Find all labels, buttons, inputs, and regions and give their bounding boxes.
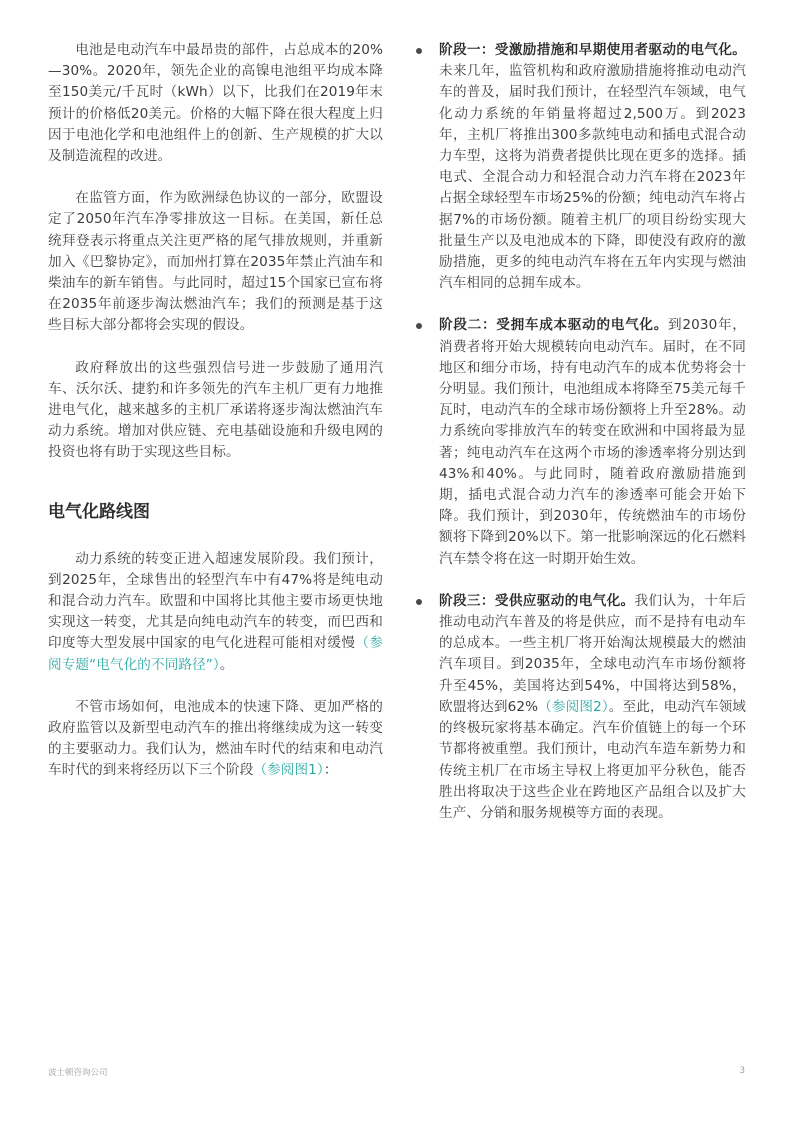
stage-1-text: 未来几年，监管机构和政府激励措施将推动电动汽车的普及，届时我们预计，在轻型汽车领域，电气化动力系统的年销量将超过2,500万。到2023年，主机厂将推出300多款纯电动和插电式混合动力车型，这将为消费者提供比现在更多的选择。插电式、全混合动力和轻混合动力汽车将在2023年占据全球轻型车市场25%的份额；纯电动汽车将占据7%的市场份额。随着主机厂的项目纷纷实现大批量生产以及电池成本的下降，即使没有政府的激励措施，更多的纯电动汽车将在五年内实现与燃油汽车相同的总拥车成本。 [439,63,746,292]
stage-2-text: 到2030年，消费者将开始大规模转向电动汽车。届时，在不同地区和细分市场，持有电动汽车的成本优势将会十分明显。我们预计，电池组成本将降至75美元每千瓦时，电动汽车的全球市场份额将上升至28%。动力系统向零排放汽车的转变在欧洲和中国将最为显著；纯电动汽车在这两个市场的渗透率将分别达到43%和40%。与此同时，随着政府激励措施到期，插电式混合动力汽车的渗透率可能会开始下降。我们预计，到2030年，传统燃油车的市场份额将下降到20%以下。第一批影响深远的化石燃料汽车禁令将在这一时期开始生效。 [439,317,746,567]
stage-3-text: 我们认为，十年后推动电动汽车普及的将是供应，而不是持有电动车的总成本。一些主机厂将开始淘汰规模最大的燃油汽车项目。到2035年，全球电动汽车市场份额将升至45%，美国将达到54%，中国将达到58%，欧盟将达到62% [439,592,746,715]
left-column [48,40,383,803]
paragraph-text: 不管市场如何，电池成本的快速下降、更加严格的政府监管以及新型电动汽车的推出将继续成为这一转变的主要驱动力。我们认为，燃油车时代的结束和电动汽车时代的到来将经历以下三个阶段 [48,698,383,779]
stage-2-paragraph [439,315,746,569]
paragraph-regulation: 在监管方面，作为欧洲绿色协议的一部分，欧盟设定了2050年汽车净零排放这一目标。在美国，新任总统拜登表示将重点关注更严格的尾气排放规则，并重新加入《巴黎协定》，而加州打算在2035年禁止汽油车和柴油车的新车销售。与此同时，超过15个国家已宣布将在2035年前逐步淘汰燃油汽车；我们的预测是基于这些目标大部分都将会实现的假设。 [48,190,383,334]
bullet-icon [416,48,422,54]
bullet-icon [416,323,422,329]
section-heading-roadmap: 电气化路线图 [48,501,150,522]
stage-3-title: 阶段三：受供应驱动的电气化。 [439,592,635,609]
reference-link-figure-1[interactable]: （参阅图1） [253,762,324,779]
right-column [412,40,746,845]
paragraph-end: 。 [219,656,234,673]
stage-1-paragraph [439,40,746,294]
stage-3-text-continued: 。至此，电动汽车领域的终极玩家将基本确定。汽车价值链上的每一个环节都将被重塑。我们预计，电动汽车造车新势力和传统主机厂在市场主导权上将更加平分秋色，能否胜出将取决于这些企业在跨地区产品组合以及扩大生产、分销和服务规模等方面的表现。 [439,698,746,821]
paragraph-battery-cost: 电池是电动汽车中最昂贵的部件，占总成本的20%—30%。2020年，领先企业的高镍电池组平均成本降至150美元/千瓦时（kWh）以下，比我们在2019年末预计的价格低20美元。价格的大幅下降在很大程度上归因于电池化学和电池组件上的创新、生产规模的扩大以及制造流程的改进。 [48,42,383,165]
stage-3-item [412,591,746,824]
reference-link-figure-2[interactable]: （参阅图2） [538,698,609,715]
paragraph-powertrain-shift [48,549,383,676]
stage-2-item [412,315,746,569]
bullet-icon [416,599,422,605]
stage-3-paragraph [439,591,746,824]
reference-link-electrification-paths[interactable]: （参阅专题“电气化的不同路径”） [48,635,384,673]
paragraph-end: ： [323,762,338,779]
paragraph-text: 动力系统的转变正进入超速发展阶段。我们预计，到2025年，全球售出的轻型汽车中有47%将是纯电动和混合动力汽车。欧盟和中国将比其他主要市场更快地实现这一转变，尤其是向纯电动汽车的转变，而巴西和印度等大型发展中国家的电气化进程可能相对缓慢 [48,550,383,652]
stage-1-title: 阶段一：受激励措施和早期使用者驱动的电气化。 [439,42,746,58]
paragraph-drivers [48,697,383,782]
stage-2-title: 阶段二：受拥车成本驱动的电气化。 [439,317,669,334]
paragraph-government-signals: 政府释放出的这些强烈信号进一步鼓励了通用汽车、沃尔沃、捷豹和许多领先的汽车主机厂更有力地推进电气化，越来越多的主机厂承诺将逐步淘汰燃油汽车动力系统。增加对供应链、充电基础设施和升级电网的投资也将有助于实现这些目标。 [48,359,383,461]
footer-page-number: 3 [739,1066,745,1076]
stage-1-item [412,40,746,294]
footer-company: 波士顿咨询公司 [48,1068,108,1078]
